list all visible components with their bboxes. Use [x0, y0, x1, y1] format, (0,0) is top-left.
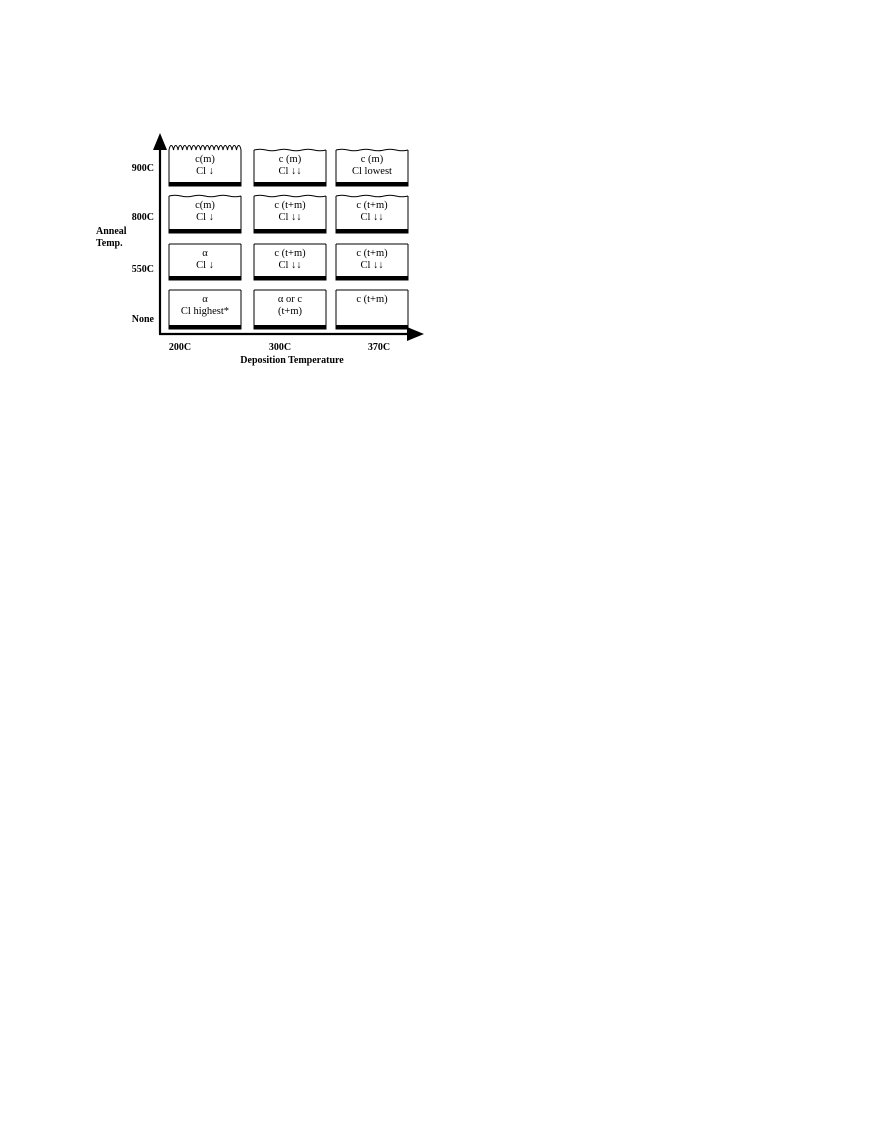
cell-cl-label: Cl ↓↓ — [278, 260, 302, 271]
cell-cl-label: Cl ↓ — [196, 260, 214, 271]
cell-phase-label: c (t+m) — [356, 248, 388, 259]
y-axis-arrowhead — [153, 133, 167, 150]
cell-cl-label: Cl lowest — [352, 166, 392, 177]
substrate-bar — [254, 276, 326, 280]
substrate-bar — [336, 229, 408, 233]
substrate-bar — [254, 229, 326, 233]
y-tick-none: None — [131, 314, 154, 325]
y-axis-title-line2: Temp. — [96, 238, 123, 249]
substrate-bar — [336, 325, 408, 329]
sample-cell — [336, 290, 408, 329]
sample-cell — [254, 149, 326, 186]
cell-cl-label: Cl ↓↓ — [360, 260, 384, 271]
x-axis-title: Deposition Temperature — [240, 355, 344, 366]
film-surface — [169, 146, 241, 151]
cell-cl-label: Cl ↓↓ — [360, 212, 384, 223]
y-axis-title-line1: Anneal — [96, 226, 127, 237]
cell-phase-label: α — [202, 294, 208, 305]
substrate-bar — [336, 182, 408, 186]
sample-cell — [169, 195, 241, 233]
cell-phase-label: c (t+m) — [274, 200, 306, 211]
film-surface — [336, 195, 408, 197]
substrate-bar — [169, 229, 241, 233]
cell-cl-label: Cl ↓ — [196, 212, 214, 223]
cell-phase-label: c (t+m) — [356, 294, 388, 305]
x-tick-370c: 370C — [367, 342, 391, 353]
y-tick-550c: 550C — [131, 264, 154, 275]
cell-phase-label: c(m) — [195, 200, 215, 211]
film-surface — [254, 149, 326, 151]
cell-cl-label: Cl ↓ — [196, 166, 214, 177]
cell-phase-label: c(m) — [195, 154, 215, 165]
sample-cell — [336, 149, 408, 186]
cell-phase-label: c (t+m) — [356, 200, 388, 211]
film-surface — [336, 149, 408, 151]
sample-cell — [254, 290, 326, 329]
substrate-bar — [254, 182, 326, 186]
x-tick-200c: 200C — [168, 342, 192, 353]
x-axis-arrowhead — [407, 327, 424, 341]
substrate-bar — [336, 276, 408, 280]
sample-cell — [254, 195, 326, 233]
y-tick-900c: 900C — [131, 163, 154, 174]
sample-cell — [169, 290, 241, 329]
substrate-bar — [254, 325, 326, 329]
sample-cell — [254, 244, 326, 280]
cell-cl-label: Cl ↓↓ — [278, 212, 302, 223]
film-surface — [254, 195, 326, 197]
substrate-bar — [169, 182, 241, 186]
cell-phase-label: c (t+m) — [274, 248, 306, 259]
cell-cl-label: Cl ↓↓ — [278, 166, 302, 177]
cell-cl-label: Cl highest* — [180, 306, 230, 317]
film-surface — [169, 195, 241, 197]
cell-phase-label: α — [202, 248, 208, 259]
cell-phase-label: c (m) — [278, 154, 302, 165]
substrate-bar — [169, 325, 241, 329]
cell-phase-label: α or c — [277, 294, 303, 305]
sample-cell — [336, 244, 408, 280]
substrate-bar — [169, 276, 241, 280]
y-tick-800c: 800C — [131, 212, 154, 223]
sample-cells — [169, 146, 408, 330]
cell-phase-label: c (m) — [360, 154, 384, 165]
sample-cell — [169, 146, 241, 187]
cell-cl-label: (t+m) — [278, 306, 302, 317]
x-tick-300c: 300C — [268, 342, 292, 353]
sample-cell — [336, 195, 408, 233]
sample-cell — [169, 244, 241, 280]
